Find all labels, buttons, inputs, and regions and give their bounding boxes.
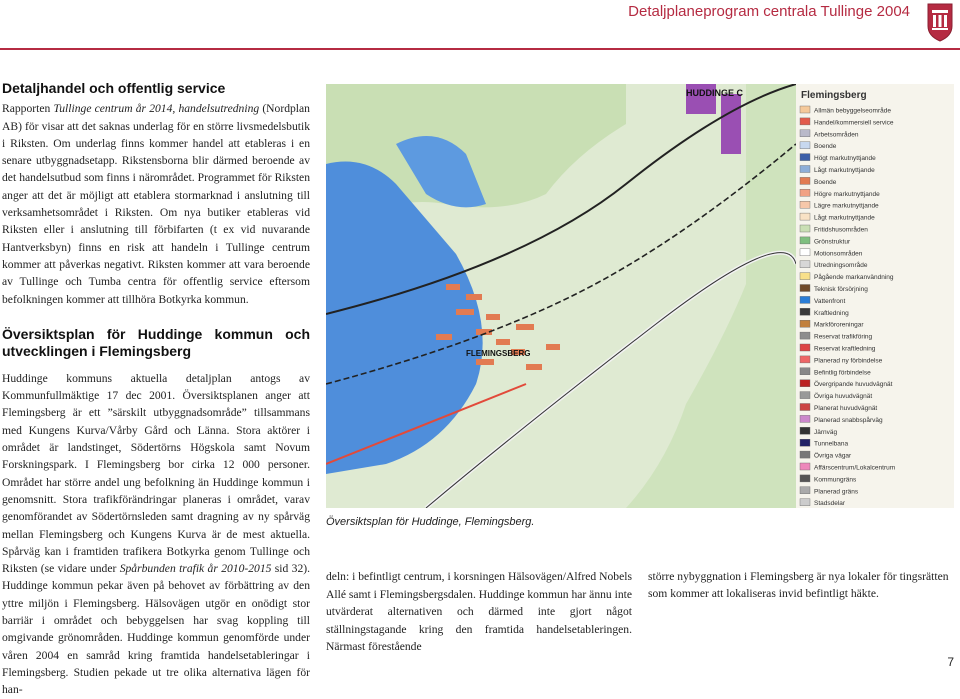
legend-label: Markföroreningar	[814, 321, 864, 329]
legend-swatch	[800, 463, 810, 470]
legend-label: Övriga huvudvägnät	[814, 393, 873, 401]
legend-label: Reservat kraftledning	[814, 345, 876, 353]
legend-swatch	[800, 166, 810, 173]
legend-label: Lågt markutnyttjande	[814, 167, 875, 174]
legend-label: Handel/kommersiell service	[814, 119, 894, 127]
municipality-crest-icon	[926, 2, 954, 42]
legend-swatch	[800, 154, 810, 161]
legend-swatch	[800, 427, 810, 434]
map-label-huddinge: HUDDINGE C	[686, 88, 744, 98]
legend-label: Planerad ny förbindelse	[814, 357, 883, 365]
legend-label: Planerad snabbspårväg	[814, 416, 883, 424]
paragraph-huddinge: Huddinge kommuns aktuella detaljplan antogs av Kommunfullmäktige 17 dec 2001. Översiktsplanen anger att Flemingsberg är ett ”särskilt utbyggnadsområde” tillsammans med Kungens Kurva/Vårby Gård och Länna. Stora aktörer i området är landstinget, Södertörns Högskola samt Novum Forskningspark. I Flemingsberg bor cirka 12 000 personer. Området har större andel ung befolkning än Huddinge kommun i genomsnitt. Stora trafikförändringar planeras i området, varav genomförandet av Södertörnsleden samt dragning av ny spårväg mellan Flemingsberg och Kungens Kurva är de mest aktuella. Spårväg kan i framtiden trafikera Botkyrka genom Tullinge och Riksten (se vidare under Spårbunden trafik år 2010-2015 sid 32). Huddinge kommun pekar även på behovet av förbättring av den yttre miljön i Flemingsberg. Hälsovägen utgör en onödigt stor barriär i området och bebyggelsen har svag koppling till omgivande grönområden. Huddinge kommun genomförde under våren 2004 en samråd kring framtida handelsetableringar i Flemingsberg. Studien pekade ut tre olika alternativa lägen för han-	[2, 371, 311, 697]
legend-swatch	[800, 296, 810, 303]
paragraph-retail: Rapporten Tullinge centrum år 2014, handelsutredning (Nordplan AB) för visar att det saknas underlag för en större livsmedelsbutik i Riksten. Om underlag finns kommer handel att etableras i en senare utbyggnadsetapp. Rikstensborna blir därmed beroende av det handelsutbud som finns i närområdet. Programmet för Riksten anger att det är möjligt att etablera stormarknad i anslutning till verksamhetsområdet i Riksten. Om nya butiker etableras vid Riksten eller i anslutning till förbifarten (t ex vid nuvarande Hantverksbyn) finns en risk att handeln i Tullinge centrum kommer att påverkas negativt. Riksten kommer att vara beroende av Tullinge och Tumba centra för offentlig service eftersom befolkningen kommer att tillhöra Botkyrka kommun.	[2, 102, 310, 306]
legend-swatch	[800, 439, 810, 446]
legend-swatch	[800, 261, 810, 268]
legend-label: Boende	[814, 178, 837, 186]
legend-label: Kommungräns	[814, 476, 857, 484]
legend-swatch	[800, 332, 810, 339]
legend-swatch	[800, 404, 810, 411]
section-heading-retail: Detaljhandel och offentlig service	[2, 80, 226, 96]
map-legend-title: Flemingsberg	[801, 90, 867, 101]
legend-label: Arbetsområden	[814, 131, 859, 139]
legend-swatch	[800, 249, 810, 256]
legend-swatch	[800, 273, 810, 280]
flemingsberg-map	[326, 84, 954, 508]
legend-label: Befintlig förbindelse	[814, 369, 871, 377]
page-number: 7	[947, 655, 954, 669]
middle-text-column	[326, 568, 632, 656]
map-label-flemingsberg: FLEMINGSBERG	[466, 349, 531, 358]
legend-swatch	[800, 285, 810, 292]
section-heading-huddinge: Översiktsplan för Huddinge kommun och utvecklingen i Flemingsberg	[2, 325, 310, 359]
legend-label: Grönstruktur	[814, 238, 851, 246]
header-divider	[0, 48, 960, 50]
legend-label: Allmän bebyggelseområde	[814, 107, 891, 115]
legend-swatch	[800, 392, 810, 399]
document-header-title: Detaljplaneprogram centrala Tullinge 2004	[628, 3, 910, 20]
legend-swatch	[800, 356, 810, 363]
legend-label: Teknisk försörjning	[814, 286, 868, 293]
legend-label: Utredningsområde	[814, 262, 868, 270]
right-text-column	[648, 568, 958, 603]
legend-label: Lågt markutnyttjande	[814, 214, 875, 222]
legend-swatch	[800, 213, 810, 220]
legend-swatch	[800, 106, 810, 113]
legend-swatch	[800, 320, 810, 327]
legend-swatch	[800, 118, 810, 125]
legend-label: Övergripande huvudvägnät	[814, 381, 893, 389]
legend-swatch	[800, 475, 810, 482]
legend-swatch	[800, 225, 810, 232]
legend-label: Reservat trafikföring	[814, 333, 873, 341]
legend-swatch	[800, 415, 810, 422]
legend-swatch	[800, 237, 810, 244]
legend-label: Boende	[814, 143, 837, 151]
legend-label: Motionsområden	[814, 250, 863, 258]
legend-swatch	[800, 130, 810, 137]
legend-label: Affärscentrum/Lokalcentrum	[814, 464, 896, 472]
legend-swatch	[800, 344, 810, 351]
legend-label: Övriga vägar	[814, 452, 852, 460]
map-caption: Översiktsplan för Huddinge, Flemingsberg.	[326, 516, 535, 528]
legend-label: Kraftledning	[814, 309, 849, 317]
legend-swatch	[800, 380, 810, 387]
legend-swatch	[800, 177, 810, 184]
legend-label: Fritidshusområden	[814, 226, 868, 234]
legend-label: Järnväg	[814, 428, 838, 436]
legend-label: Högt markutnyttjande	[814, 155, 876, 163]
legend-swatch	[800, 368, 810, 375]
legend-label: Pågående markanvändning	[814, 274, 894, 282]
legend-label: Planerad gräns	[814, 488, 859, 496]
legend-swatch	[800, 308, 810, 315]
paragraph-right: större nybyggnation i Flemingsberg är nya lokaler för tingsrätten som kommer att lokaliseras invid befintligt häkte.	[648, 570, 949, 601]
legend-swatch	[800, 201, 810, 208]
paragraph-middle: deln: i befintligt centrum, i korsningen Hälsovägen/Alfred Nobels Allé samt i Flemingsbergsdalen. Huddinge kommun har ännu inte utvärderat alternativen och därmed inte gjort något ställningstagande kring den framtida handelsetableringen. Närmast förestående	[326, 570, 633, 654]
legend-label: Stadsdelar	[814, 500, 846, 508]
legend-label: Högre markutnyttjande	[814, 190, 880, 198]
legend-swatch	[800, 189, 810, 196]
legend-swatch	[800, 487, 810, 494]
legend-label: Tunnelbana	[814, 440, 849, 448]
legend-swatch	[800, 142, 810, 149]
legend-swatch	[800, 451, 810, 458]
legend-swatch	[800, 499, 810, 506]
legend-label: Vattenfront	[814, 297, 846, 305]
left-text-column	[2, 80, 310, 699]
legend-label: Lägre markutnyttjande	[814, 202, 879, 210]
legend-label: Planerat huvudvägnät	[814, 405, 878, 412]
